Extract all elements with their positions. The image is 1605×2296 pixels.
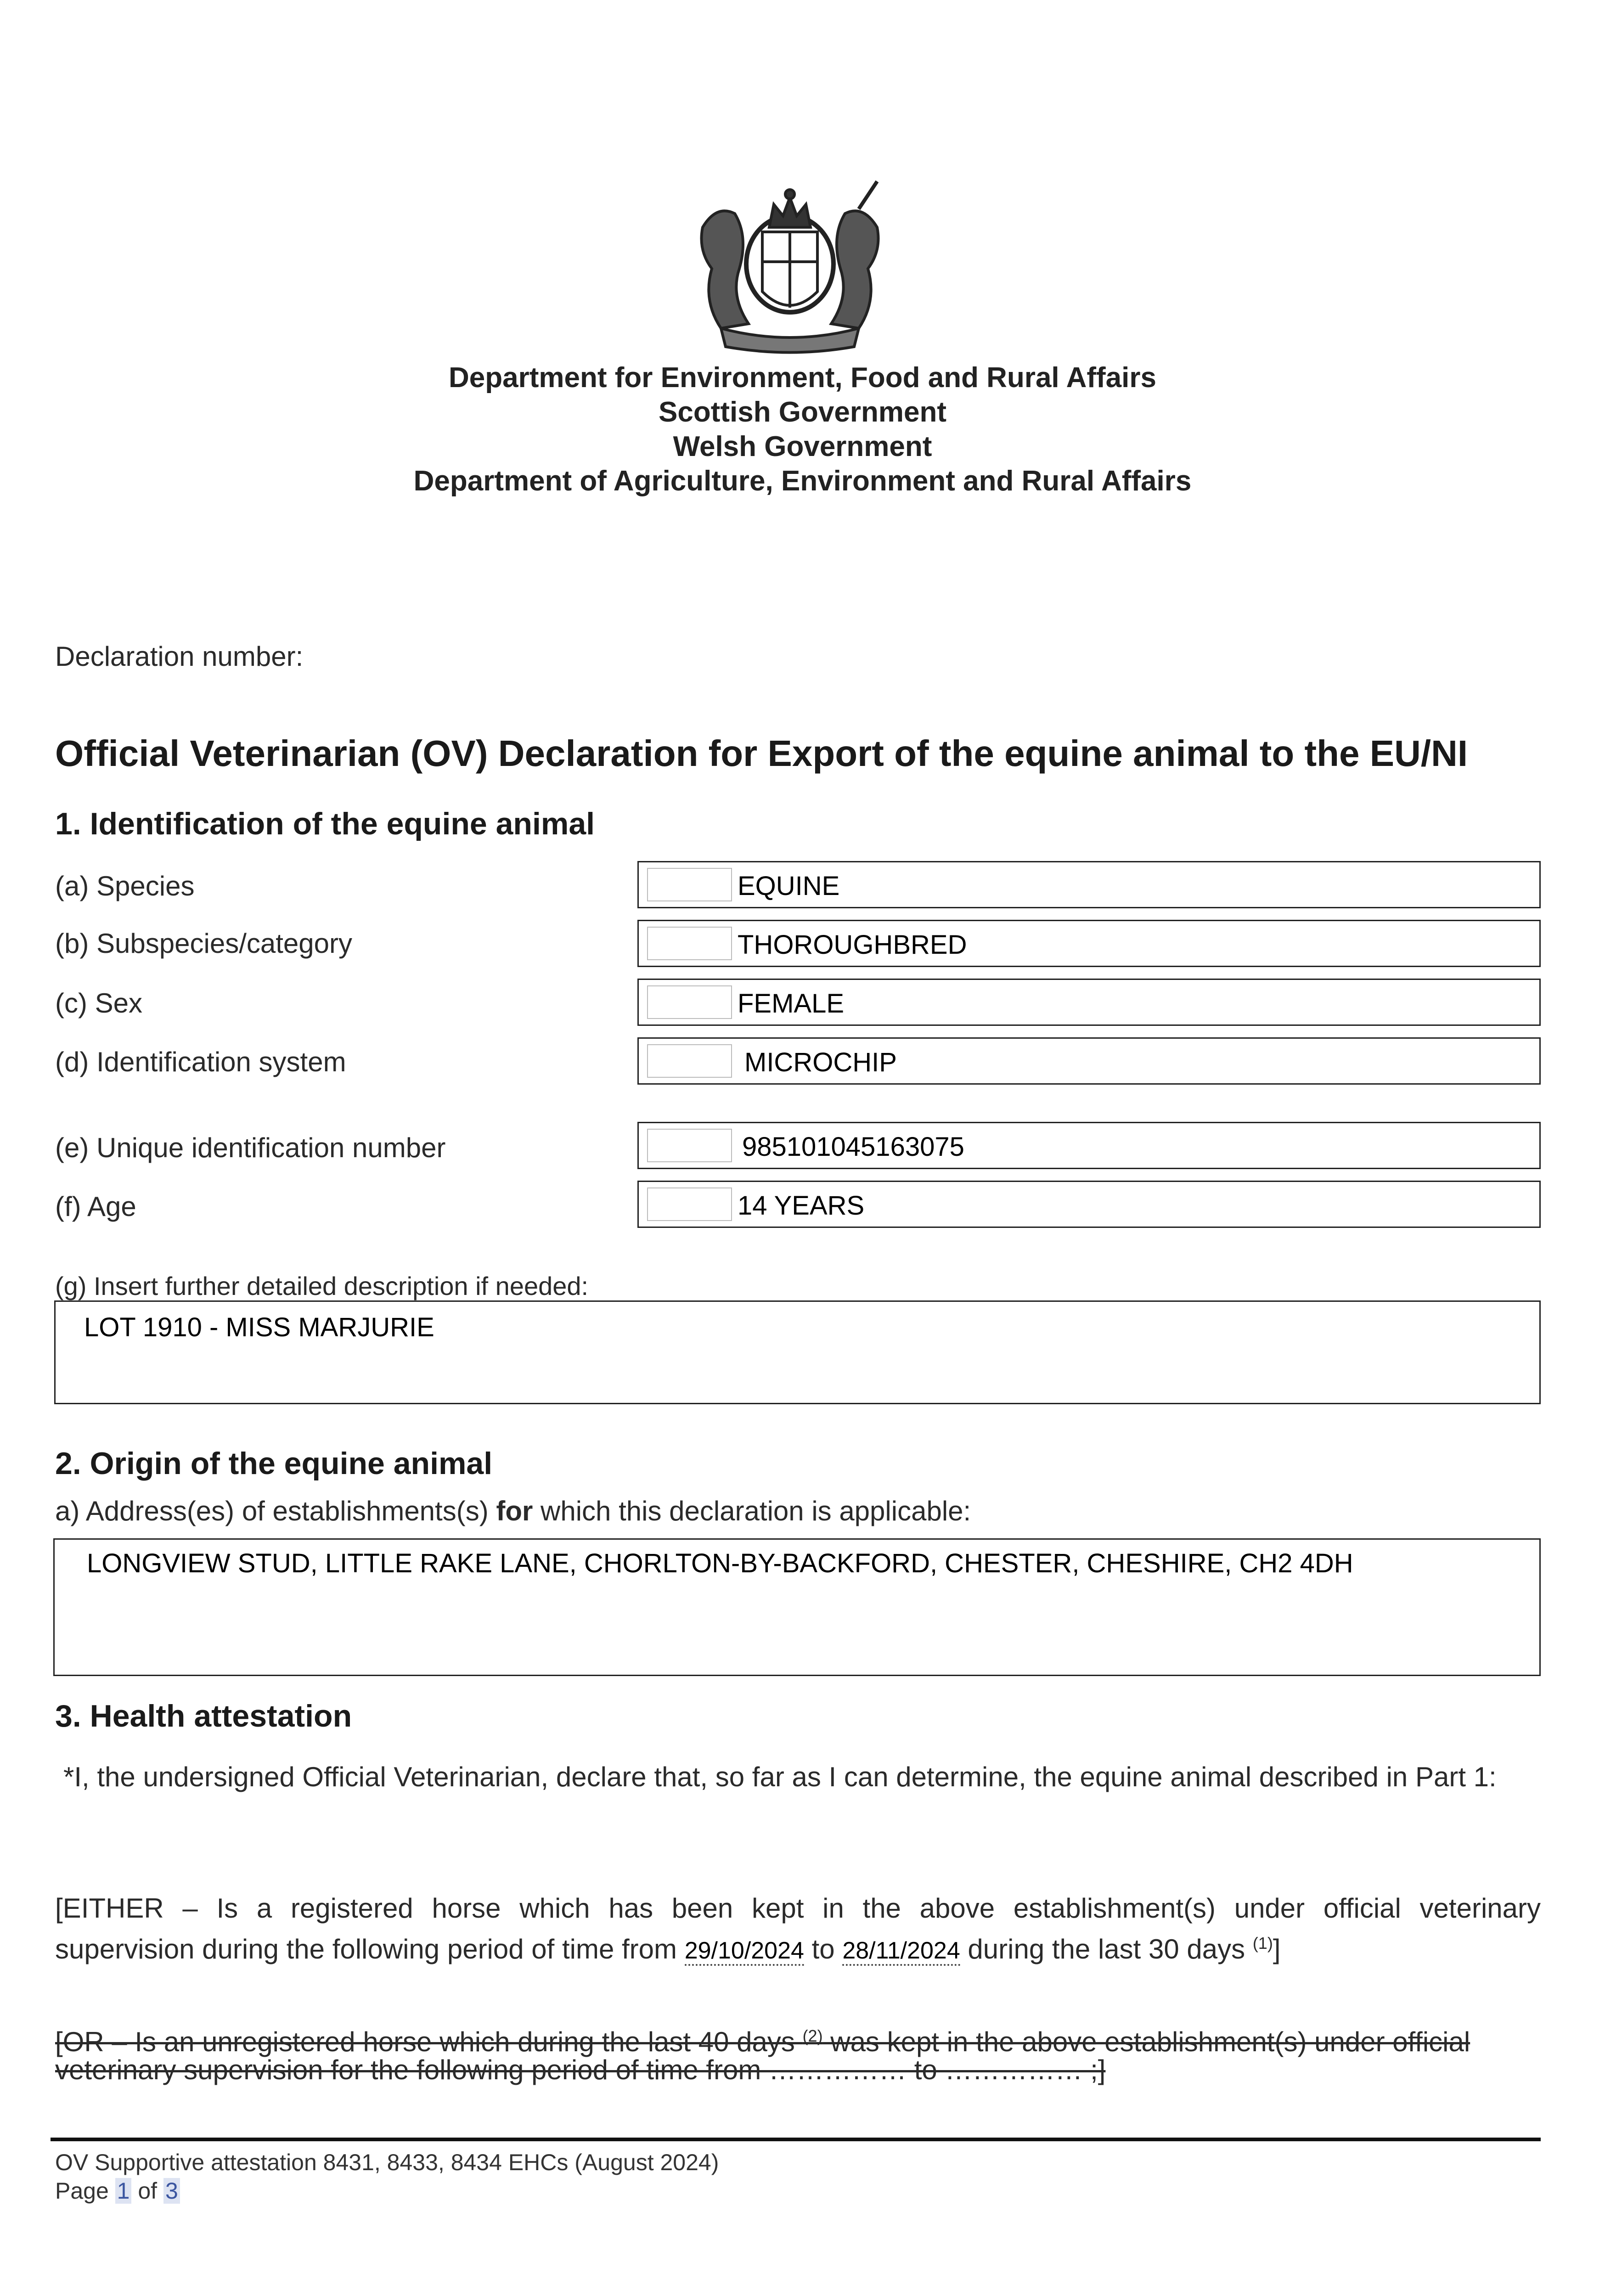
subspecies-label: (b) Subspecies/category — [55, 928, 352, 959]
address-field[interactable] — [53, 1538, 1541, 1676]
page-text: Page — [55, 2178, 115, 2204]
sex-value: FEMALE — [738, 989, 845, 1019]
address-label-bold: for — [496, 1496, 533, 1526]
footnote-ref: (2) — [802, 2026, 823, 2045]
either-text: to — [804, 1934, 843, 1964]
identification-system-label: (d) Identification system — [55, 1047, 346, 1077]
description-value: LOT 1910 - MISS MARJURIE — [84, 1312, 434, 1342]
either-text: ] — [1273, 1934, 1281, 1964]
department-name: Welsh Government — [673, 431, 932, 462]
identification-system-value: MICROCHIP — [744, 1047, 897, 1077]
attestation-intro: *I, the undersigned Official Veterinarian, declare that, so far as I can determine, the equine animal described in Part 1: — [63, 1761, 1497, 1792]
or-text: was kept in the above establishment(s) under official — [822, 2026, 1470, 2057]
sex-label: (c) Sex — [55, 988, 143, 1019]
field-prefix-box — [647, 985, 732, 1019]
page-number — [55, 2177, 180, 2205]
date-from-field[interactable]: 29/10/2024 — [685, 1937, 804, 1966]
subspecies-field[interactable] — [637, 920, 1541, 967]
footnote-ref: (1) — [1252, 1934, 1273, 1953]
section2-heading: 2. Origin of the equine animal — [55, 1446, 493, 1481]
address-label — [55, 1495, 971, 1527]
description-label: (g) Insert further detailed description if needed: — [55, 1272, 589, 1300]
age-label: (f) Age — [55, 1191, 136, 1222]
royal-coat-of-arms-icon — [684, 177, 895, 356]
address-label-text: which this declaration is applicable: — [533, 1496, 971, 1526]
either-clause-line2 — [55, 1926, 1280, 1968]
page-text: of — [131, 2178, 163, 2204]
unique-id-field[interactable] — [637, 1122, 1541, 1169]
or-clause-line2: veterinary supervision for the following period of time from …………… to …………… ;] — [55, 2054, 1106, 2085]
page-current: 1 — [115, 2178, 132, 2204]
footer-attestation: OV Supportive attestation 8431, 8433, 8434 EHCs (August 2024) — [55, 2150, 719, 2175]
date-to-field[interactable]: 28/11/2024 — [842, 1937, 960, 1966]
species-value: EQUINE — [738, 871, 840, 901]
subspecies-value: THOROUGHBRED — [738, 930, 967, 960]
section1-heading: 1. Identification of the equine animal — [55, 806, 595, 841]
section3-heading: 3. Health attestation — [55, 1699, 352, 1733]
page-title: Official Veterinarian (OV) Declaration for Export of the equine animal to the EU/NI — [55, 733, 1468, 774]
description-field[interactable] — [54, 1300, 1541, 1404]
page-total: 3 — [163, 2178, 180, 2204]
unique-id-value: 985101045163075 — [742, 1132, 964, 1162]
footer-divider — [51, 2138, 1541, 2141]
field-prefix-box — [647, 868, 732, 901]
or-text: [OR – Is an unregistered horse which during the last 40 days — [55, 2026, 803, 2057]
declaration-number-label: Declaration number: — [55, 641, 304, 672]
species-field[interactable] — [637, 861, 1541, 908]
age-value: 14 YEARS — [738, 1191, 865, 1221]
unique-id-label: (e) Unique identification number — [55, 1132, 446, 1163]
address-value: LONGVIEW STUD, LITTLE RAKE LANE, CHORLTON-BY-BACKFORD, CHESTER, CHESHIRE, CH2 4DH — [87, 1548, 1353, 1578]
field-prefix-box — [647, 1044, 732, 1078]
species-label: (a) Species — [55, 871, 195, 901]
department-name: Scottish Government — [659, 396, 946, 428]
department-name: Department of Agriculture, Environment and Rural Affairs — [413, 465, 1192, 497]
either-clause-line1: [EITHER – Is a registered horse which has been kept in the above establishment(s) under official veterinary — [55, 1893, 1541, 1924]
age-field[interactable] — [637, 1181, 1541, 1228]
sex-field[interactable] — [637, 979, 1541, 1026]
field-prefix-box — [647, 1187, 732, 1221]
identification-system-field[interactable] — [637, 1037, 1541, 1085]
department-name: Department for Environment, Food and Rural Affairs — [449, 362, 1156, 394]
address-label-text: a) Address(es) of establishments(s) — [55, 1496, 496, 1526]
field-prefix-box — [647, 1129, 732, 1162]
field-prefix-box — [647, 927, 732, 960]
either-text: during the last 30 days — [960, 1934, 1253, 1964]
either-text: supervision during the following period of time from — [55, 1934, 685, 1964]
